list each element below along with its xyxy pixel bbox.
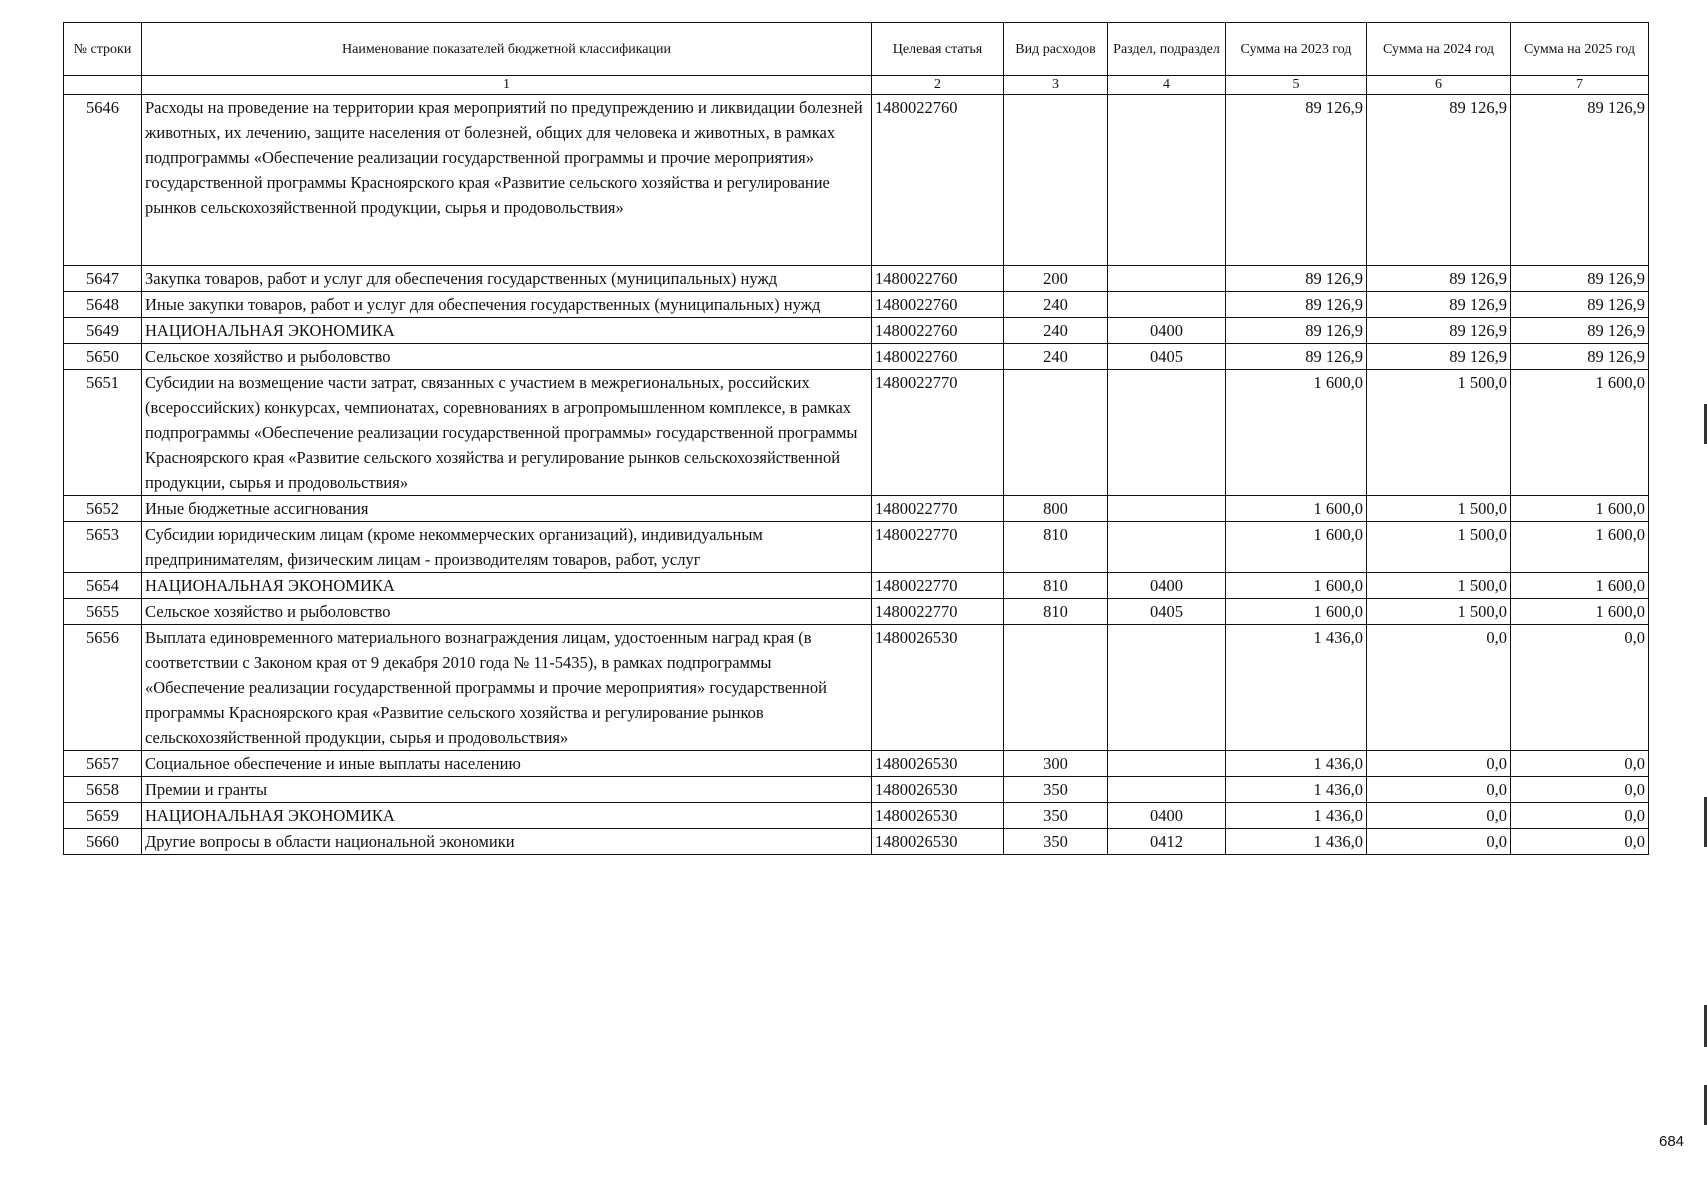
table-row [64,344,1649,370]
expense-type: 200 [1004,266,1108,292]
sum-2023: 1 600,0 [1226,599,1367,625]
row-number: 5651 [64,370,142,496]
target-article: 1480022770 [872,599,1004,625]
table-row [64,318,1649,344]
header-row [64,23,1649,76]
indicator-name: Иные закупки товаров, работ и услуг для обеспечения государственных (муниципальных) нужд [142,292,872,318]
table-row [64,625,1649,751]
header-sum-2023: Сумма на 2023 год [1226,23,1367,76]
header-target-article: Целевая статья [872,23,1004,76]
column-number-row [64,76,1649,95]
target-article: 1480022770 [872,573,1004,599]
header-expense-type: Вид расходов [1004,23,1108,76]
section-code [1108,292,1226,318]
column-number: 7 [1511,76,1649,95]
indicator-name: НАЦИОНАЛЬНАЯ ЭКОНОМИКА [142,318,872,344]
row-number: 5653 [64,522,142,573]
indicator-name: Иные бюджетные ассигнования [142,496,872,522]
sum-2023: 89 126,9 [1226,95,1367,266]
header-sum-2025: Сумма на 2025 год [1511,23,1649,76]
indicator-name: Расходы на проведение на территории края мероприятий по предупреждению и ликвидации болезней животных, их лечению, защите населения от болезней, общих для человека и животных, в рамках подпрограммы «Обеспечение реализации государственной программы и прочие мероприятия» государственной программы Красноярского края «Развитие сельского хозяйства и регулирование рынков сельскохозяйственной продукции, сырья и продовольствия» [142,95,872,266]
column-number: 1 [142,76,872,95]
row-number: 5646 [64,95,142,266]
expense-type: 240 [1004,344,1108,370]
sum-2025: 0,0 [1511,803,1649,829]
target-article: 1480026530 [872,625,1004,751]
sum-2024: 0,0 [1367,803,1511,829]
sum-2025: 1 600,0 [1511,496,1649,522]
sum-2024: 89 126,9 [1367,266,1511,292]
row-number: 5654 [64,573,142,599]
sum-2023: 89 126,9 [1226,292,1367,318]
sum-2023: 1 436,0 [1226,751,1367,777]
target-article: 1480022760 [872,292,1004,318]
table-row [64,751,1649,777]
sum-2025: 0,0 [1511,751,1649,777]
indicator-name: Сельское хозяйство и рыболовство [142,344,872,370]
column-number: 2 [872,76,1004,95]
sum-2023: 1 600,0 [1226,370,1367,496]
sum-2025: 89 126,9 [1511,344,1649,370]
sum-2023: 1 600,0 [1226,573,1367,599]
expense-type [1004,370,1108,496]
section-code: 0405 [1108,599,1226,625]
header-sum-2024: Сумма на 2024 год [1367,23,1511,76]
sum-2024: 89 126,9 [1367,318,1511,344]
target-article: 1480026530 [872,777,1004,803]
row-number: 5657 [64,751,142,777]
sum-2024: 0,0 [1367,751,1511,777]
sum-2023: 1 436,0 [1226,777,1367,803]
column-number: 5 [1226,76,1367,95]
target-article: 1480022770 [872,370,1004,496]
section-code [1108,95,1226,266]
table-row [64,522,1649,573]
row-number: 5650 [64,344,142,370]
table-row [64,803,1649,829]
table-row [64,573,1649,599]
sum-2024: 0,0 [1367,777,1511,803]
target-article: 1480026530 [872,803,1004,829]
sum-2024: 1 500,0 [1367,522,1511,573]
sum-2025: 89 126,9 [1511,292,1649,318]
sum-2023: 1 600,0 [1226,522,1367,573]
table-row [64,829,1649,855]
header-row-number: № строки [64,23,142,76]
sum-2024: 1 500,0 [1367,496,1511,522]
budget-table [63,22,1649,855]
expense-type: 810 [1004,522,1108,573]
table-body [64,95,1649,855]
header-indicator-name: Наименование показателей бюджетной классификации [142,23,872,76]
sum-2025: 1 600,0 [1511,370,1649,496]
target-article: 1480026530 [872,751,1004,777]
sum-2024: 1 500,0 [1367,370,1511,496]
sum-2023: 1 436,0 [1226,803,1367,829]
section-code [1108,751,1226,777]
sum-2024: 1 500,0 [1367,599,1511,625]
indicator-name: Субсидии на возмещение части затрат, связанных с участием в межрегиональных, российских (всероссийских) конкурсах, чемпионатах, соревнованиях в агропромышленном комплексе, в рамках подпрограммы «Обеспечение реализации государственной программы» государственной программы Красноярского края «Развитие сельского хозяйства и регулирование рынков сельскохозяйственной продукции, сырья и продовольствия» [142,370,872,496]
expense-type: 800 [1004,496,1108,522]
sum-2024: 89 126,9 [1367,95,1511,266]
table-row [64,777,1649,803]
sum-2025: 0,0 [1511,777,1649,803]
section-code: 0400 [1108,318,1226,344]
column-number: 6 [1367,76,1511,95]
column-number: 3 [1004,76,1108,95]
target-article: 1480022760 [872,318,1004,344]
sum-2024: 0,0 [1367,829,1511,855]
expense-type: 240 [1004,292,1108,318]
page-number: 684 [1659,1133,1685,1150]
expense-type: 350 [1004,803,1108,829]
row-number: 5660 [64,829,142,855]
expense-type [1004,625,1108,751]
sum-2024: 0,0 [1367,625,1511,751]
row-number: 5649 [64,318,142,344]
indicator-name: Сельское хозяйство и рыболовство [142,599,872,625]
expense-type: 350 [1004,777,1108,803]
target-article: 1480026530 [872,829,1004,855]
sum-2025: 1 600,0 [1511,599,1649,625]
sum-2023: 1 436,0 [1226,829,1367,855]
column-number: 4 [1108,76,1226,95]
row-number: 5652 [64,496,142,522]
row-number: 5648 [64,292,142,318]
table-row [64,599,1649,625]
sum-2025: 0,0 [1511,625,1649,751]
table-row [64,370,1649,496]
row-number: 5647 [64,266,142,292]
indicator-name: Выплата единовременного материального вознаграждения лицам, удостоенным наград края (в соответствии с Законом края от 9 декабря 2010 года № 11-5435), в рамках подпрограммы «Обеспечение реализации государственной программы и прочие мероприятия» государственной программы Красноярского края «Развитие сельского хозяйства и регулирование рынков сельскохозяйственной продукции, сырья и продовольствия» [142,625,872,751]
row-number: 5656 [64,625,142,751]
sum-2023: 89 126,9 [1226,318,1367,344]
row-number: 5658 [64,777,142,803]
expense-type: 810 [1004,599,1108,625]
row-number: 5659 [64,803,142,829]
sum-2025: 89 126,9 [1511,95,1649,266]
indicator-name: Другие вопросы в области национальной экономики [142,829,872,855]
sum-2025: 1 600,0 [1511,522,1649,573]
indicator-name: Закупка товаров, работ и услуг для обеспечения государственных (муниципальных) нужд [142,266,872,292]
section-code [1108,625,1226,751]
section-code [1108,370,1226,496]
indicator-name: Социальное обеспечение и иные выплаты населению [142,751,872,777]
sum-2023: 1 600,0 [1226,496,1367,522]
indicator-name: НАЦИОНАЛЬНАЯ ЭКОНОМИКА [142,573,872,599]
expense-type: 240 [1004,318,1108,344]
indicator-name: НАЦИОНАЛЬНАЯ ЭКОНОМИКА [142,803,872,829]
table-row [64,266,1649,292]
sum-2023: 89 126,9 [1226,266,1367,292]
column-number [64,76,142,95]
section-code [1108,777,1226,803]
sum-2025: 89 126,9 [1511,266,1649,292]
target-article: 1480022760 [872,266,1004,292]
section-code: 0400 [1108,803,1226,829]
sum-2024: 89 126,9 [1367,344,1511,370]
section-code: 0412 [1108,829,1226,855]
target-article: 1480022770 [872,496,1004,522]
sum-2023: 89 126,9 [1226,344,1367,370]
expense-type: 300 [1004,751,1108,777]
target-article: 1480022760 [872,95,1004,266]
target-article: 1480022760 [872,344,1004,370]
expense-type: 350 [1004,829,1108,855]
row-number: 5655 [64,599,142,625]
table-row [64,292,1649,318]
sum-2025: 89 126,9 [1511,318,1649,344]
sum-2024: 1 500,0 [1367,573,1511,599]
sum-2025: 0,0 [1511,829,1649,855]
target-article: 1480022770 [872,522,1004,573]
table-row [64,95,1649,266]
sum-2023: 1 436,0 [1226,625,1367,751]
section-code [1108,266,1226,292]
section-code: 0405 [1108,344,1226,370]
section-code: 0400 [1108,573,1226,599]
expense-type [1004,95,1108,266]
section-code [1108,522,1226,573]
header-section: Раздел, подраздел [1108,23,1226,76]
sum-2024: 89 126,9 [1367,292,1511,318]
section-code [1108,496,1226,522]
expense-type: 810 [1004,573,1108,599]
sum-2025: 1 600,0 [1511,573,1649,599]
indicator-name: Субсидии юридическим лицам (кроме некоммерческих организаций), индивидуальным предпринимателям, физическим лицам - производителям товаров, работ, услуг [142,522,872,573]
indicator-name: Премии и гранты [142,777,872,803]
table-row [64,496,1649,522]
